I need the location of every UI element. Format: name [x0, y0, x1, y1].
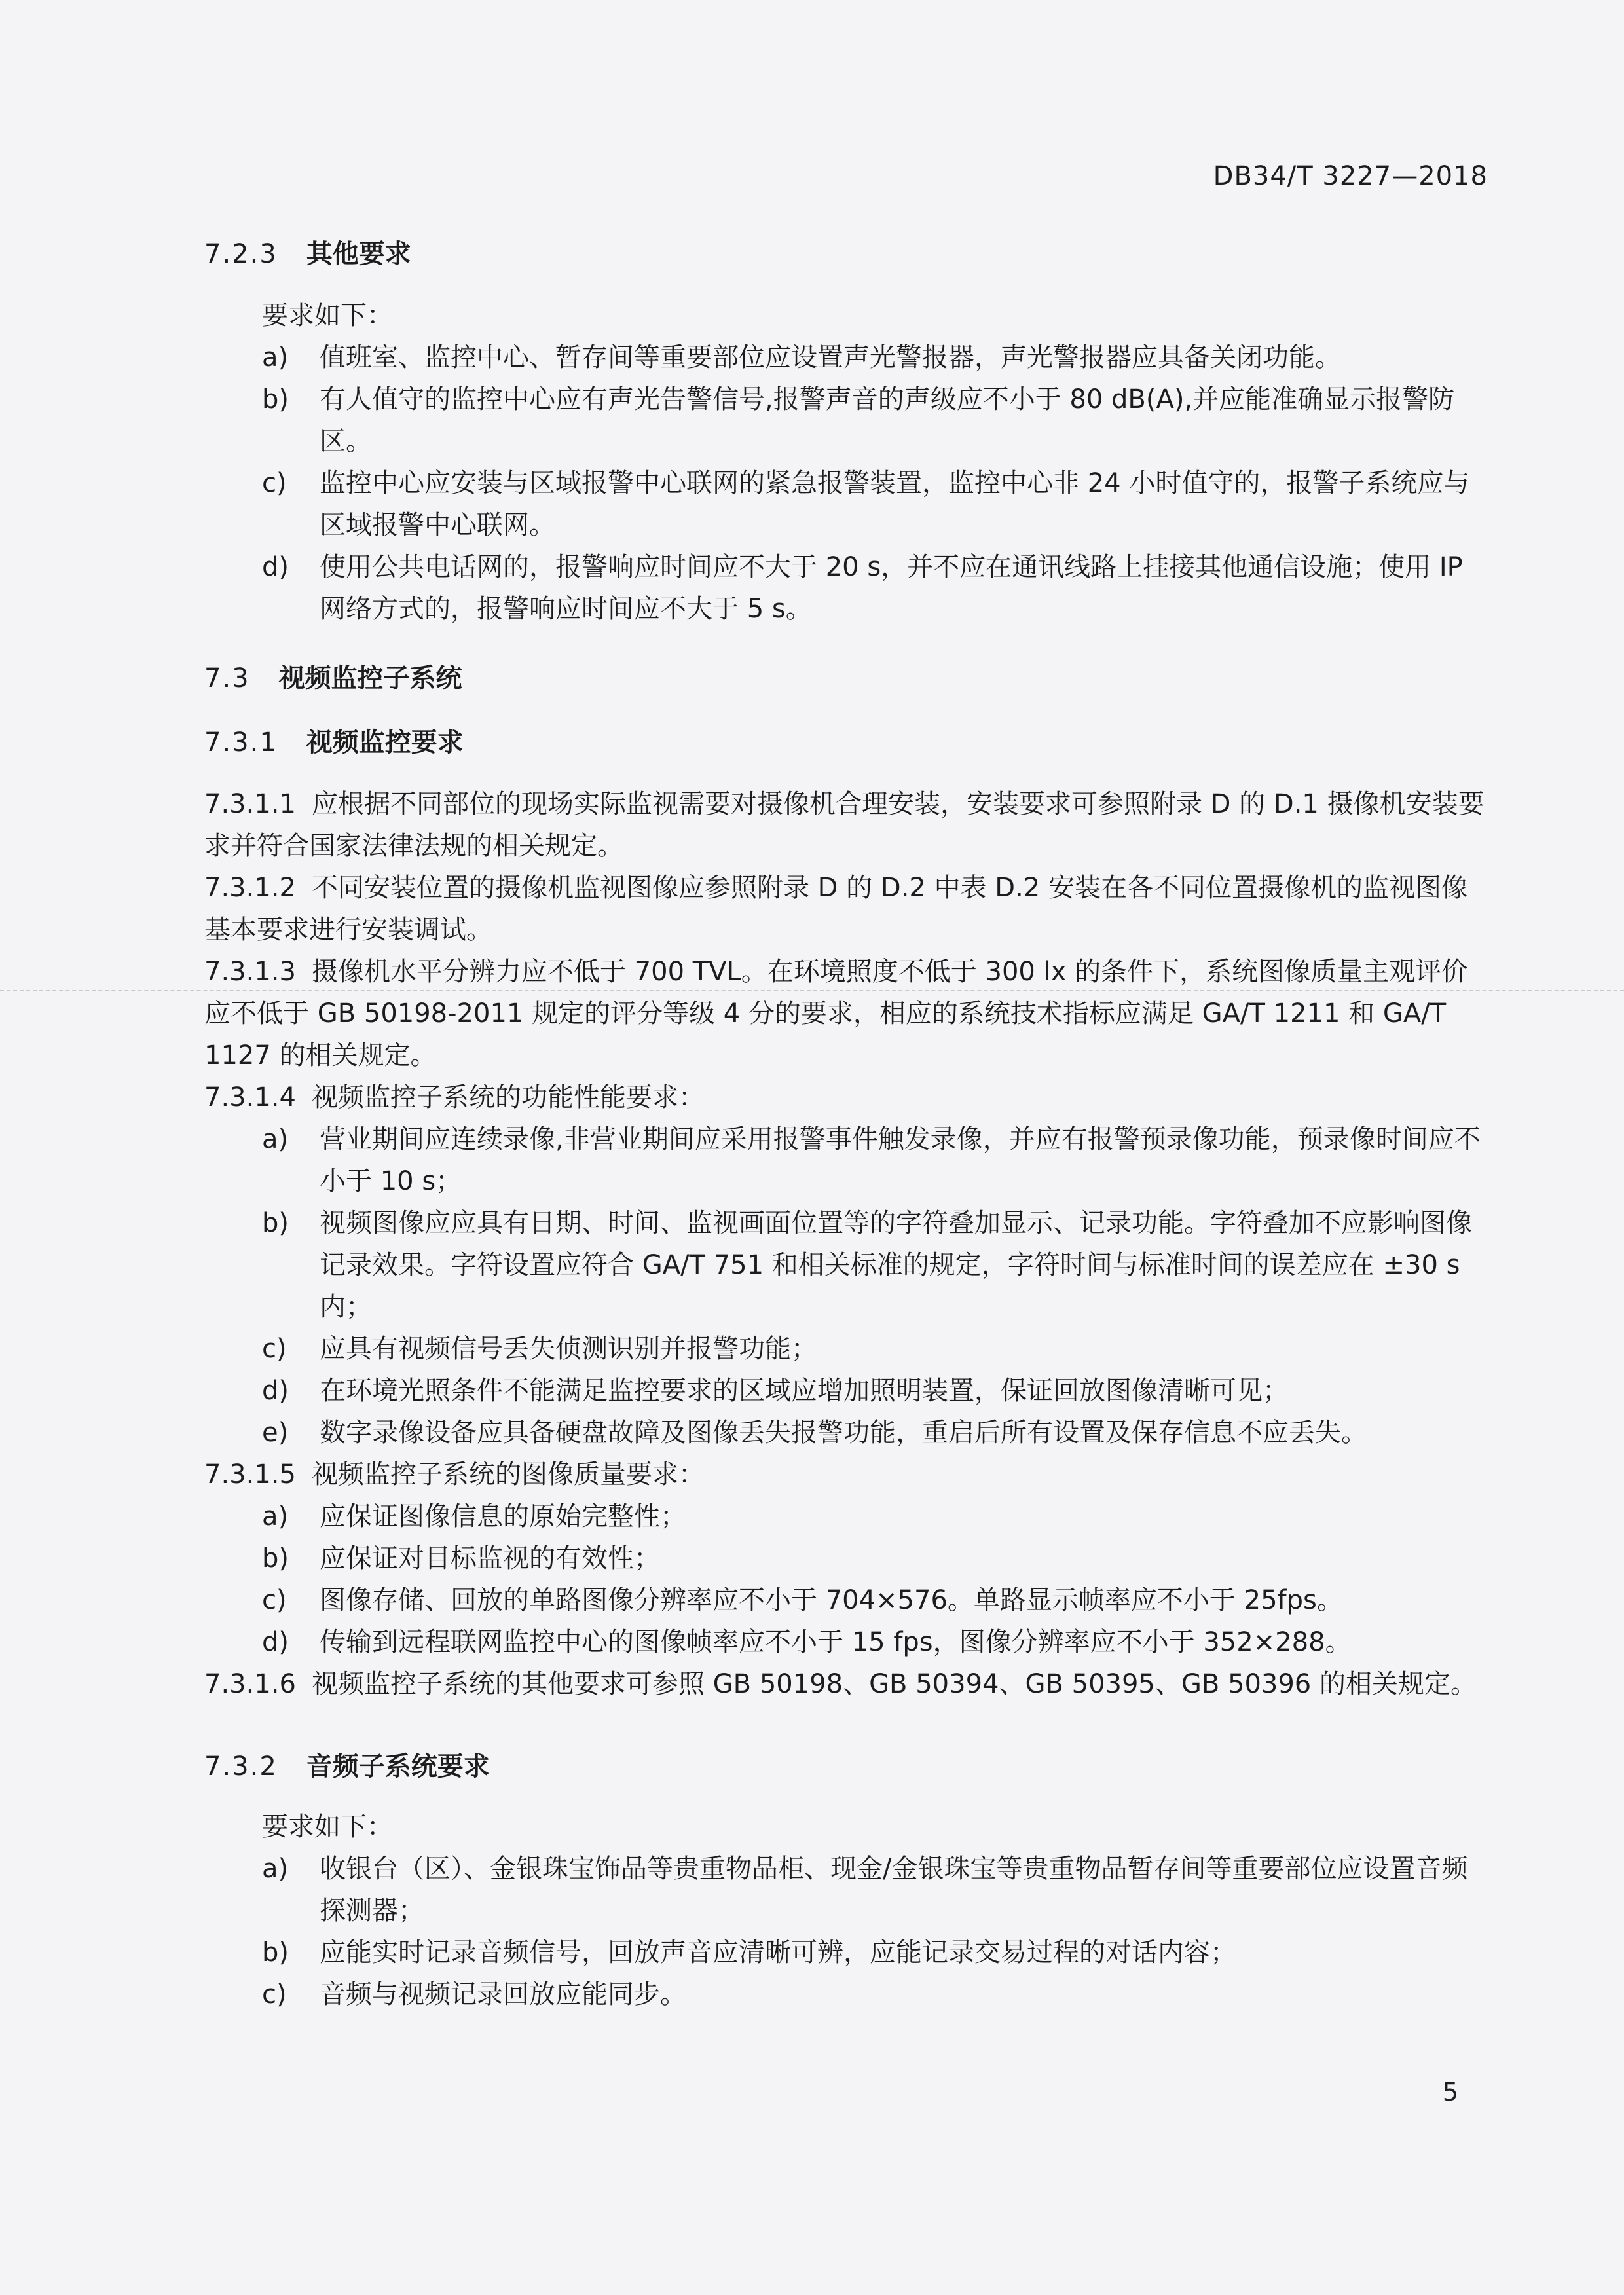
clause-text: 不同安装位置的摄像机监视图像应参照附录 D 的 D.2 中表 D.2 安装在各不同位置摄像机的监视图像基本要求进行安装调试。 — [204, 873, 1467, 945]
list-label: c) — [262, 1585, 287, 1615]
clause-number: 7.3.1.3 — [204, 957, 296, 987]
clause-7-3-1-2 — [204, 867, 1488, 951]
heading-7-3-1 — [204, 722, 464, 759]
list-label: b) — [262, 1208, 289, 1238]
clause-number: 7.3.1.2 — [204, 873, 296, 903]
intro-text: 要求如下： — [262, 301, 393, 331]
list-item-text: 值班室、监控中心、暂存间等重要部位应设置声光警报器，声光警报器应具备关闭功能。 — [320, 342, 1341, 373]
list-item-text: 应能实时记录音频信号，回放声音应清晰可辨，应能记录交易过程的对话内容； — [320, 1937, 1236, 1968]
list-label: b) — [262, 384, 289, 414]
list-item-text: 应保证图像信息的原始完整性； — [320, 1501, 686, 1532]
list-label: b) — [262, 1543, 289, 1573]
clause-text: 视频监控子系统的其他要求可参照 GB 50198、GB 50394、GB 50395、GB 50396 的相关规定。 — [311, 1669, 1477, 1699]
list-item-text: 音频与视频记录回放应能同步。 — [320, 1979, 686, 2010]
list-label: b) — [262, 1937, 289, 1968]
clause-7-3-1-3 — [204, 951, 1488, 1076]
clause-text: 应根据不同部位的现场实际监视需要对摄像机合理安装，安装要求可参照附录 D 的 D.1 摄像机安装要求并符合国家法律法规的相关规定。 — [204, 789, 1485, 861]
heading-number: 7.3 — [204, 663, 250, 693]
list-item-text: 收银台（区）、金银珠宝饰品等贵重物品柜、现金/金银珠宝等贵重物品暂存间等重要部位应设置音频探测器； — [320, 1854, 1468, 1926]
list-item-text: 使用公共电话网的，报警响应时间应不大于 20 s，并不应在通讯线路上挂接其他通信设施；使用 IP 网络方式的，报警响应时间应不大于 5 s。 — [320, 552, 1463, 624]
heading-title: 视频监控要求 — [306, 727, 464, 758]
clause-7-3-1-6 — [204, 1663, 1488, 1705]
standard-number: DB34/T 3227—2018 — [1213, 161, 1488, 191]
heading-number: 7.2.3 — [204, 239, 278, 269]
clause-number: 7.3.1.1 — [204, 789, 296, 819]
list-label: d) — [262, 1376, 289, 1406]
list-label: a) — [262, 342, 289, 373]
list-label: e) — [262, 1418, 289, 1448]
heading-7-2-3 — [204, 233, 411, 270]
list-item-text: 传输到远程联网监控中心的图像帧率应不小于 15 fps，图像分辨率应不小于 352×288。 — [320, 1627, 1352, 1657]
clause-7-3-1-5 — [204, 1454, 1488, 1496]
clause-text: 视频监控子系统的功能性能要求： — [311, 1082, 705, 1112]
page-number: 5 — [1442, 2078, 1458, 2106]
list-item-text: 营业期间应连续录像,非营业期间应采用报警事件触发录像，并应有报警预录像功能，预录像时间应不小于 10 s； — [320, 1124, 1481, 1196]
list-label: c) — [262, 1979, 287, 2010]
heading-7-3-2 — [204, 1746, 490, 1783]
list-item-text: 图像存储、回放的单路图像分辨率应不小于 704×576。单路显示帧率应不小于 25fps。 — [320, 1585, 1343, 1615]
heading-number: 7.3.1 — [204, 727, 278, 758]
heading-number: 7.3.2 — [204, 1752, 278, 1782]
clause-number: 7.3.1.5 — [204, 1460, 296, 1490]
clause-7-3-1-1 — [204, 783, 1488, 867]
list-label: a) — [262, 1854, 289, 1884]
list-item-text: 应保证对目标监视的有效性； — [320, 1543, 660, 1573]
list-item-text: 数字录像设备应具备硬盘故障及图像丢失报警功能，重启后所有设置及保存信息不应丢失。 — [320, 1418, 1367, 1448]
heading-title: 视频监控子系统 — [278, 663, 462, 693]
heading-title: 其他要求 — [306, 239, 411, 269]
intro-text: 要求如下： — [262, 1812, 393, 1842]
clause-number: 7.3.1.6 — [204, 1669, 296, 1699]
clause-text: 视频监控子系统的图像质量要求： — [311, 1460, 705, 1490]
list-label: d) — [262, 1627, 289, 1657]
list-label: d) — [262, 552, 289, 582]
list-label: a) — [262, 1501, 289, 1532]
list-label: c) — [262, 468, 287, 498]
list-label: c) — [262, 1334, 287, 1364]
list-item-text: 视频图像应应具有日期、时间、监视画面位置等的字符叠加显示、记录功能。字符叠加不应影响图像记录效果。字符设置应符合 GA/T 751 和相关标准的规定，字符时间与标准时间的误差应在 ±30 s 内； — [320, 1208, 1472, 1322]
list-label: a) — [262, 1124, 289, 1154]
clause-text: 摄像机水平分辨力应不低于 700 TVL。在环境照度不低于 300 lx 的条件下，系统图像质量主观评价应不低于 GB 50198-2011 规定的评分等级 4 分的要求，相应的系统技术指标应满足 GA/T 1211 和 GA/T 1127 的相关规定。 — [204, 957, 1468, 1071]
list-item-text: 在环境光照条件不能满足监控要求的区域应增加照明装置，保证回放图像清晰可见； — [320, 1376, 1289, 1406]
clause-7-3-1-4 — [204, 1076, 1488, 1118]
clause-number: 7.3.1.4 — [204, 1082, 296, 1112]
list-item-text: 有人值守的监控中心应有声光告警信号,报警声音的声级应不小于 80 dB(A),并应能准确显示报警防区。 — [320, 384, 1455, 456]
heading-title: 音频子系统要求 — [306, 1752, 490, 1782]
list-item-text: 监控中心应安装与区域报警中心联网的紧急报警装置，监控中心非 24 小时值守的，报警子系统应与区域报警中心联网。 — [320, 468, 1470, 540]
list-item-text: 应具有视频信号丢失侦测识别并报警功能； — [320, 1334, 817, 1364]
heading-7-3 — [204, 657, 462, 695]
